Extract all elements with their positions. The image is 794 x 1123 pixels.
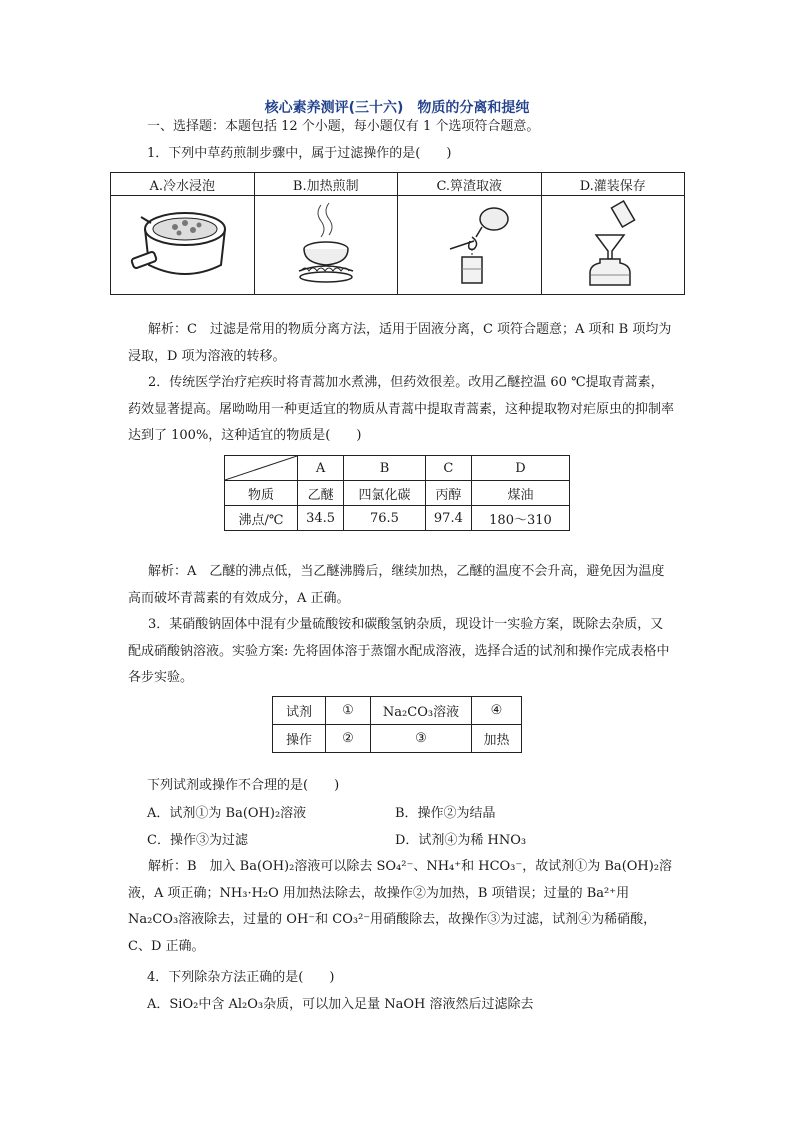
q2-col-a: A: [298, 456, 344, 481]
q2-col-b: B: [344, 456, 426, 481]
q2-answer: 解析：A 乙醚的沸点低，当乙醚沸腾后，继续加热，乙醚的温度不会升高，避免因为温度高而破坏青蒿素的有效成分，A 正确。: [128, 564, 665, 606]
q1-option-c: C.箅渣取液: [398, 173, 542, 196]
q1-option-d: D.灌装保存: [541, 173, 685, 196]
q2-cell: 丙醇: [425, 481, 471, 506]
q2-cell: 180～310: [471, 506, 569, 531]
q3-row-label-reagent: 试剂: [273, 697, 326, 725]
q2-stem: 2．传统医学治疗疟疾时将青蒿加水煮沸，但药效很差。改用乙醚控温 60 ℃提取青蒿素，药效显著提高。屠呦呦用一种更适宜的物质从青蒿中提取青蒿素，这种提取物对疟原虫的抑制率达到了 100%，这种适宜的物质是( ): [128, 375, 675, 443]
q3-table: [272, 696, 522, 753]
q2-cell: 四氯化碳: [344, 481, 426, 506]
q2-row-label-substance: 物质: [225, 481, 298, 506]
q1-option-a: A.冷水浸泡: [111, 173, 255, 196]
q1-option-b: B.加热煎制: [254, 173, 398, 196]
strainer-pouring-icon: [398, 196, 542, 295]
q3-option-c: C．操作③为过滤: [147, 833, 248, 848]
q4-stem: 4．下列除杂方法正确的是( ): [147, 970, 335, 985]
q1-options-table: [110, 172, 685, 295]
q3-cell: ②: [326, 725, 371, 753]
q2-col-d: D: [471, 456, 569, 481]
q2-cell: 煤油: [471, 481, 569, 506]
q3-cell: ①: [326, 697, 371, 725]
pot-icon: [111, 196, 255, 295]
q2-cell: 34.5: [298, 506, 344, 531]
q3-answer: 解析：B 加入 Ba(OH)₂溶液可以除去 SO₄²⁻、NH₄⁺和 HCO₃⁻，故试剂①为 Ba(OH)₂溶液，A 项正确；NH₃·H₂O 用加热法除去，故操作②为加热，B 项错误；过量的 Ba²⁺用 Na₂CO₃溶液除去，过量的 OH⁻和 CO₃²⁻用硝酸除去，故操作③为过滤，试剂④为稀硝酸，C、D 正确。: [128, 859, 673, 954]
q3-cell: ④: [472, 697, 522, 725]
q3-row-label-operation: 操作: [273, 725, 326, 753]
q3-option-a: A．试剂①为 Ba(OH)₂溶液: [147, 806, 307, 821]
q2-row-label-boiling-point: 沸点/℃: [225, 506, 298, 531]
q3-stem: 3．某硝酸钠固体中混有少量硫酸铵和碳酸氢钠杂质，现设计一实验方案，既除去杂质，又配成硝酸钠溶液。实验方案: 先将固体溶于蒸馏水配成溶液，选择合适的试剂和操作完成表格中各步实验。: [128, 617, 670, 685]
q4-option-a: A．SiO₂中含 Al₂O₃杂质，可以加入足量 NaOH 溶液然后过滤除去: [147, 997, 534, 1012]
funnel-bottle-icon: [541, 196, 685, 295]
q2-cell: 76.5: [344, 506, 426, 531]
heating-burner-icon: [254, 196, 398, 295]
diagonal-header-cell: [225, 456, 298, 481]
q2-col-c: C: [425, 456, 471, 481]
q3-cell: ③: [371, 725, 472, 753]
q2-cell: 乙醚: [298, 481, 344, 506]
q1-stem: 1．下列中草药煎制步骤中，属于过滤操作的是( ): [147, 146, 452, 161]
q3-prompt: 下列试剂或操作不合理的是( ): [147, 778, 340, 793]
q3-option-d: D．试剂④为稀 HNO₃: [395, 833, 527, 848]
q1-answer: 解析：C 过滤是常用的物质分离方法，适用于固液分离，C 项符合题意；A 项和 B 项均为浸取，D 项为溶液的转移。: [128, 322, 672, 364]
q2-cell: 97.4: [425, 506, 471, 531]
q3-option-b: B．操作②为结晶: [395, 806, 496, 821]
q3-cell: Na₂CO₃溶液: [371, 697, 472, 725]
q2-table: [224, 455, 570, 531]
q3-cell: 加热: [472, 725, 522, 753]
page-title: 核心素养测评(三十六) 物质的分离和提纯: [264, 100, 530, 116]
section-heading: 一、选择题：本题包括 12 个小题，每小题仅有 1 个选项符合题意。: [147, 119, 540, 134]
